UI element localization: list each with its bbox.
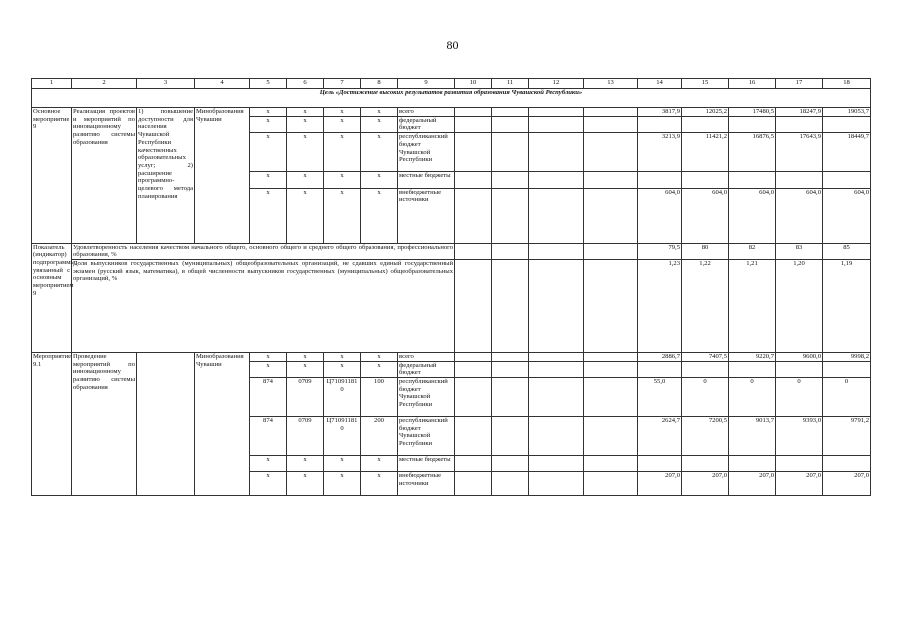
- value-cell: 9791,2: [823, 417, 871, 456]
- col-header: 16: [729, 79, 776, 89]
- code-cell: x: [324, 172, 361, 188]
- activity-description: Проведение мероприятий по инновационному развитию системы образования: [72, 352, 137, 496]
- funding-source: местные бюджеты: [398, 456, 455, 472]
- value-cell: [776, 361, 823, 377]
- col-header: 10: [455, 79, 492, 89]
- col-header: 17: [776, 79, 823, 89]
- value-cell: [729, 116, 776, 132]
- funding-source: республиканский бюджет Чувашской Республики: [398, 133, 455, 172]
- value-cell: 0: [776, 378, 823, 417]
- value-cell: 9600,0: [776, 352, 823, 361]
- activity-goal: [137, 352, 195, 496]
- value-cell: 9998,2: [823, 352, 871, 361]
- col-header: 15: [682, 79, 729, 89]
- value-cell: 2886,7: [638, 352, 682, 361]
- code-cell: 874: [250, 417, 287, 456]
- activity-name: Мероприятие 9.1: [32, 352, 72, 496]
- value-cell: [682, 456, 729, 472]
- code-cell: x: [287, 472, 324, 496]
- value-cell: [776, 456, 823, 472]
- code-cell: x: [287, 172, 324, 188]
- code-cell: x: [250, 133, 287, 172]
- code-cell: x: [287, 188, 324, 243]
- code-cell: 100: [361, 378, 398, 417]
- code-cell: x: [361, 361, 398, 377]
- code-cell: x: [324, 133, 361, 172]
- code-cell: x: [287, 116, 324, 132]
- value-cell: 85: [823, 243, 871, 259]
- value-cell: 19053,7: [823, 108, 871, 117]
- value-cell: 83: [776, 243, 823, 259]
- value-cell: 16876,5: [729, 133, 776, 172]
- table-row: [32, 243, 871, 259]
- code-cell: x: [361, 108, 398, 117]
- funding-source: федеральный бюджет: [398, 361, 455, 377]
- activity-name: Основное мероприятие 9: [32, 108, 72, 244]
- code-cell: 874: [250, 378, 287, 417]
- code-cell: x: [250, 472, 287, 496]
- responsible-executor: Минобразования Чувашии: [195, 108, 250, 244]
- value-cell: 3213,9: [638, 133, 682, 172]
- value-cell: 604,0: [823, 188, 871, 243]
- activity-description: Реализация проектов и мероприятий по инновационному развитию системы образования: [72, 108, 137, 244]
- goal-title: Цель «Достижение высоких результатов развития образования Чувашской Республики»: [32, 89, 871, 108]
- code-cell: x: [324, 472, 361, 496]
- value-cell: 207,0: [682, 472, 729, 496]
- table-row: [32, 259, 871, 352]
- value-cell: 604,0: [729, 188, 776, 243]
- value-cell: 7407,5: [682, 352, 729, 361]
- code-cell: x: [324, 116, 361, 132]
- value-cell: 2624,7: [638, 417, 682, 456]
- funding-source: республиканский бюджет Чувашской Республики: [398, 417, 455, 456]
- code-cell: x: [250, 352, 287, 361]
- value-cell: 17480,5: [729, 108, 776, 117]
- value-cell: 80: [682, 243, 729, 259]
- code-cell: x: [361, 172, 398, 188]
- value-cell: 9220,7: [729, 352, 776, 361]
- code-cell: Ц710911810: [324, 378, 361, 417]
- value-cell: [823, 172, 871, 188]
- code-cell: 0709: [287, 417, 324, 456]
- value-cell: [823, 116, 871, 132]
- code-cell: 200: [361, 417, 398, 456]
- indicator-text: Удовлетворенность населения качеством начального общего, основного общего и среднего общего образования, профессионального образования, %: [73, 243, 453, 259]
- value-cell: [776, 172, 823, 188]
- funding-source: всего: [398, 108, 455, 117]
- value-cell: [682, 361, 729, 377]
- value-cell: [638, 172, 682, 188]
- code-cell: x: [324, 188, 361, 243]
- code-cell: x: [287, 361, 324, 377]
- code-cell: x: [250, 116, 287, 132]
- code-cell: Ц710911810: [324, 417, 361, 456]
- col-header: 13: [584, 79, 638, 89]
- col-header: 7: [324, 79, 361, 89]
- col-header: 11: [492, 79, 529, 89]
- indicator-label: Показатель (индикатор) подпрограммы, увязанный с основным мероприятием 9: [32, 243, 72, 352]
- value-cell: 0: [729, 378, 776, 417]
- funding-source: внебюджетные источники: [398, 188, 455, 243]
- value-cell: 12025,2: [682, 108, 729, 117]
- indicator-text: Доля выпускников государственных (муниципальных) общеобразовательных организаций, не сдавших единый государственный экзамен (русский язык, математика), в общей численности выпускников государственных (муниципальных) общеобразовательных организаций, %: [72, 259, 455, 352]
- value-cell: 207,0: [638, 472, 682, 496]
- value-cell: 18247,9: [776, 108, 823, 117]
- code-cell: 0709: [287, 378, 324, 417]
- code-cell: x: [250, 361, 287, 377]
- col-header: 8: [361, 79, 398, 89]
- col-header: 4: [195, 79, 250, 89]
- table-row: [32, 108, 871, 117]
- value-cell: [682, 172, 729, 188]
- value-cell: [729, 361, 776, 377]
- code-cell: x: [250, 456, 287, 472]
- value-cell: 0: [823, 378, 871, 417]
- code-cell: x: [324, 352, 361, 361]
- value-cell: 17643,9: [776, 133, 823, 172]
- code-cell: x: [250, 188, 287, 243]
- col-header: 2: [72, 79, 137, 89]
- code-cell: x: [361, 352, 398, 361]
- code-cell: x: [324, 108, 361, 117]
- code-cell: x: [361, 133, 398, 172]
- goal-row: [32, 89, 871, 108]
- column-number-row: [32, 79, 871, 89]
- code-cell: x: [250, 172, 287, 188]
- value-cell: 11421,2: [682, 133, 729, 172]
- value-cell: 7200,5: [682, 417, 729, 456]
- value-cell: 207,0: [823, 472, 871, 496]
- col-header: 6: [287, 79, 324, 89]
- value-cell: 18449,7: [823, 133, 871, 172]
- table-row: [32, 352, 871, 361]
- code-cell: x: [361, 456, 398, 472]
- code-cell: x: [361, 116, 398, 132]
- value-cell: 1,22: [682, 259, 729, 352]
- value-cell: 82: [729, 243, 776, 259]
- col-header: 9: [398, 79, 455, 89]
- value-cell: 207,0: [729, 472, 776, 496]
- funding-source: местные бюджеты: [398, 172, 455, 188]
- value-cell: [638, 361, 682, 377]
- value-cell: 9013,7: [729, 417, 776, 456]
- value-cell: [729, 456, 776, 472]
- value-cell: 1,21: [729, 259, 776, 352]
- code-cell: x: [361, 472, 398, 496]
- value-cell: 79,5: [638, 243, 682, 259]
- value-cell: 604,0: [638, 188, 682, 243]
- value-cell: [776, 116, 823, 132]
- funding-source: внебюджетные источники: [398, 472, 455, 496]
- value-cell: 1,20: [776, 259, 823, 352]
- code-cell: x: [250, 108, 287, 117]
- value-cell: [823, 456, 871, 472]
- col-header: 3: [137, 79, 195, 89]
- col-header: 14: [638, 79, 682, 89]
- financing-table: [31, 78, 871, 496]
- value-cell: [638, 456, 682, 472]
- value-cell: 0: [682, 378, 729, 417]
- responsible-executor: Минобразования Чувашии: [195, 352, 250, 496]
- funding-source: республиканский бюджет Чувашской Республики: [398, 378, 455, 417]
- activity-goal: 1) повышение доступности для населения Чувашской Республики качественных образовательных услуг; 2) расширение программно-целевого метода планирования: [137, 108, 195, 244]
- value-cell: [682, 116, 729, 132]
- col-header: 1: [32, 79, 72, 89]
- funding-source: федеральный бюджет: [398, 116, 455, 132]
- value-cell: 1,23: [638, 259, 682, 352]
- code-cell: x: [287, 456, 324, 472]
- value-cell: 207,0: [776, 472, 823, 496]
- code-cell: x: [361, 188, 398, 243]
- value-cell: [823, 361, 871, 377]
- code-cell: x: [287, 352, 324, 361]
- col-header: 12: [529, 79, 584, 89]
- value-cell: 9393,0: [776, 417, 823, 456]
- page-number: 80: [446, 38, 459, 52]
- code-cell: x: [287, 108, 324, 117]
- value-cell: 55,0: [638, 378, 682, 417]
- value-cell: 3817,9: [638, 108, 682, 117]
- code-cell: x: [287, 133, 324, 172]
- value-cell: 604,0: [776, 188, 823, 243]
- value-cell: [638, 116, 682, 132]
- col-header: 18: [823, 79, 871, 89]
- value-cell: [729, 172, 776, 188]
- value-cell: 604,0: [682, 188, 729, 243]
- code-cell: x: [324, 456, 361, 472]
- col-header: 5: [250, 79, 287, 89]
- value-cell: 1,19: [823, 259, 871, 352]
- code-cell: x: [324, 361, 361, 377]
- funding-source: всего: [398, 352, 455, 361]
